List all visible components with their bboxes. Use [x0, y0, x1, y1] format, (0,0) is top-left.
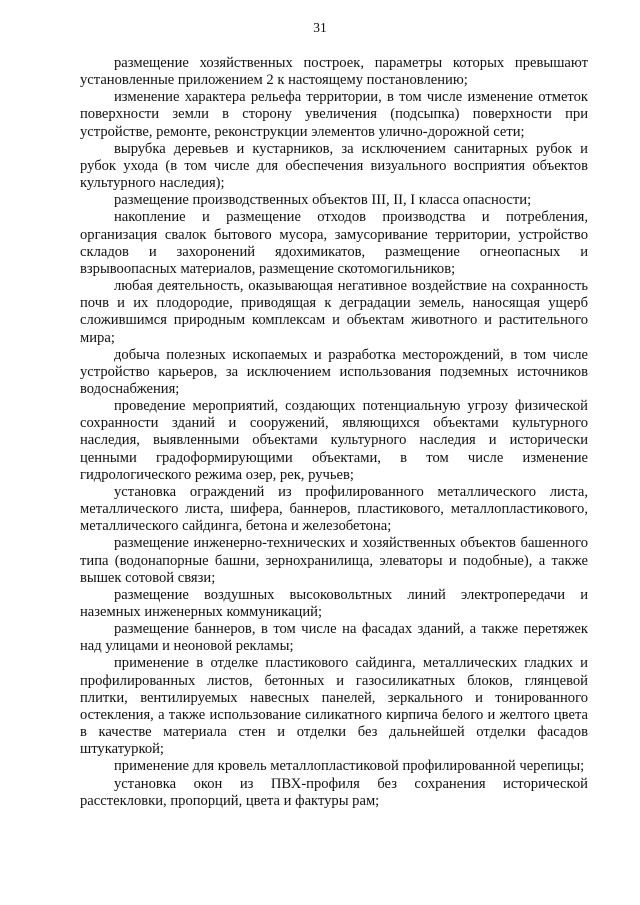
list-item: накопление и размещение отходов производства и потребления, организация свалок бытового мусора, замусоривание территории, устройство складов и захоронений ядохимикатов, размещение огнеопасных и взрывоопасных материалов, размещение скотомогильников;: [80, 209, 588, 277]
list-item: вырубка деревьев и кустарников, за исключением санитарных рубок и рубок ухода (в том числе для обеспечения визуального восприятия объектов культурного наследия);: [80, 140, 588, 192]
page-number: 31: [313, 20, 327, 35]
list-item: добыча полезных ископаемых и разработка месторождений, в том числе устройство карьеров, за исключением использования подземных источников водоснабжения;: [80, 346, 588, 397]
list-item: любая деятельность, оказывающая негативное воздействие на сохранность почв и их плодородие, приводящая к деградации земель, наносящая ущерб сложившимся природным комплексам и объектам животного и растительного мира;: [80, 278, 588, 346]
list-item: применение для кровель металлопластиковой профилированной черепицы;: [114, 758, 585, 775]
list-item: размещение хозяйственных построек, параметры которых превышают установленные приложением 2 к настоящему постановлению;: [80, 55, 588, 89]
list-item: применение в отделке пластикового сайдинга, металлических гладких и профилированных листов, бетонных и газосиликатных блоков, глянцевой плитки, вентилируемых навесных панелей, зеркального и тонированного остекления, а также использование силикатного кирпича белого и желтого цвета в качестве материала стен и отделки без дальнейшей отделки фасадов штукатуркой;: [80, 655, 588, 758]
list-item: проведение мероприятий, создающих потенциальную угрозу физической сохранности зданий и сооружений, являющихся объектами культурного наследия, выявленными объектами культурного наследия и исторически ценными градоформирующими объектами, в том числе изменение гидрологического режима озер, рек, ручьев;: [80, 398, 588, 483]
list-item: размещение производственных объектов III, II, I класса опасности;: [114, 192, 532, 209]
list-item: размещение баннеров, в том числе на фасадах зданий, а также перетяжек над улицами и неоновой рекламы;: [80, 621, 588, 655]
list-item: изменение характера рельефа территории, в том числе изменение отметок поверхности земли в сторону увеличения (подсыпка) поверхности при устройстве, ремонте, реконструкции элементов улично-дорожной сети;: [80, 89, 588, 140]
list-item: размещение инженерно-технических и хозяйственных объектов башенного типа (водонапорные башни, зернохранилища, элеваторы и подобные), а также вышек сотовой связи;: [80, 535, 588, 586]
list-item: установка ограждений из профилированного металлического листа, металлического листа, шифера, баннеров, пластикового, металлопластикового, металлического сайдинга, бетона и железобетона;: [80, 483, 588, 535]
list-item: размещение воздушных высоковольтных линий электропередачи и наземных инженерных коммуникаций;: [80, 586, 588, 620]
document-body: [80, 55, 588, 810]
list-item: установка окон из ПВХ-профиля без сохранения исторической расстекловки, пропорций, цвета и фактуры рам;: [80, 775, 588, 809]
